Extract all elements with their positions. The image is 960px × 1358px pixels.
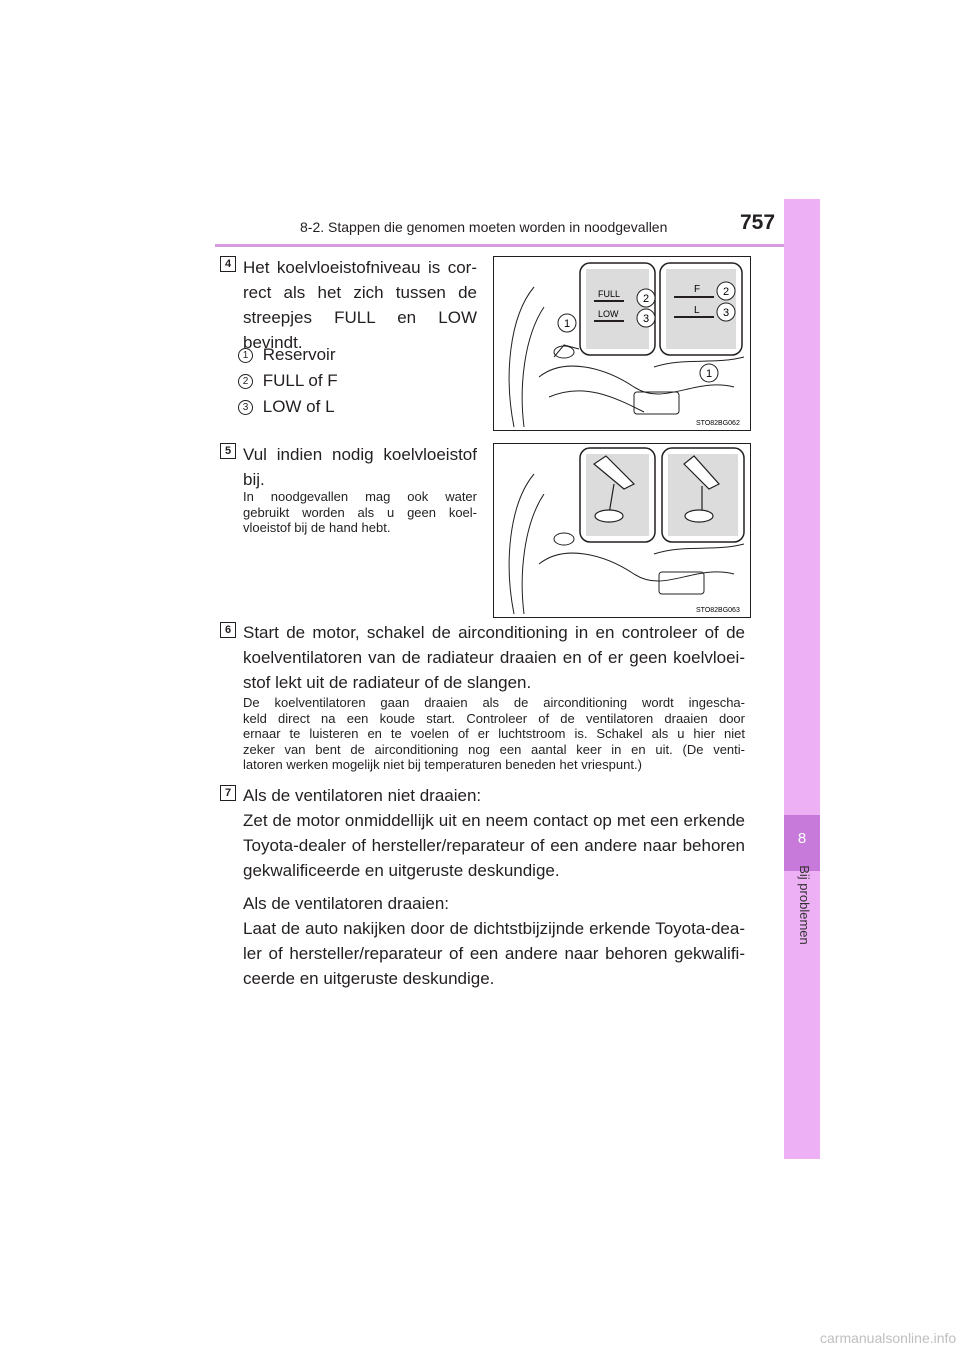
callout-2: 2 <box>722 286 730 298</box>
step-number-6: 6 <box>220 622 236 638</box>
callout-2: 2 <box>642 293 650 305</box>
text-line: koelventilatoren van de radiateur draaien en of er geen koelvloei- <box>243 648 745 667</box>
text-line: stof lekt uit de radiateur of de slangen. <box>243 673 532 692</box>
engine-bay-fill-illustration <box>494 444 750 617</box>
legend-item <box>238 345 468 365</box>
legend-number: 1 <box>238 348 253 363</box>
text-line: Toyota-dealer of hersteller/reparateur of een andere naar behoren <box>243 836 745 855</box>
text-line: ceerde en uitgeruste deskundige. <box>243 969 495 988</box>
text-line: gekwalificeerde en uitgeruste deskundige. <box>243 861 560 880</box>
chapter-side-tab <box>784 199 820 1159</box>
step-6-text <box>243 620 745 695</box>
step-6-note <box>243 695 745 773</box>
text-line: streepjes FULL en LOW <box>243 308 477 327</box>
text-line: bij. <box>243 470 265 489</box>
text-line: Als de ventilatoren niet draaien: <box>243 786 482 805</box>
callout-3: 3 <box>722 307 730 319</box>
text-line: Vul indien nodig koelvloeistof <box>243 445 477 464</box>
note-line: De koelventilatoren gaan draaien als de airconditioning wordt ingescha- <box>243 695 745 710</box>
legend-label: Reservoir <box>262 345 336 364</box>
l-mark-label: L <box>694 305 700 316</box>
low-mark-label: LOW <box>598 309 619 319</box>
callout-1: 1 <box>705 368 713 380</box>
legend-item <box>238 371 468 391</box>
callout-1: 1 <box>563 318 571 330</box>
text-line: Zet de motor onmiddellijk uit en neem contact op met een erkende <box>243 811 745 830</box>
figure-code: STO82BG063 <box>696 607 740 614</box>
note-line: In noodgevallen mag ook water <box>243 489 477 504</box>
text-line: Als de ventilatoren draaien: <box>243 894 450 913</box>
section-title: 8-2. Stappen die genomen moeten worden in noodgevallen <box>300 219 668 235</box>
text-line: Het koelvloeistofniveau is cor- <box>243 258 477 277</box>
chapter-label: Bij problemen <box>797 865 812 945</box>
text-line: ler of hersteller/reparateur of een andere naar behoren gekwalifi- <box>243 944 745 963</box>
legend-label: LOW of L <box>262 397 335 416</box>
note-line: gebruikt worden als u geen koel- <box>243 504 477 520</box>
text-line: Start de motor, schakel de airconditioning in en controleer of de <box>243 623 745 642</box>
callout-3: 3 <box>642 313 650 325</box>
text-line: bevindt. <box>243 333 303 352</box>
step-number-7: 7 <box>220 785 236 801</box>
figure-fill-coolant <box>493 443 751 618</box>
f-mark-label: F <box>694 284 701 295</box>
note-line: keld direct na een koude start. Controleer of de ventilatoren draaien door <box>243 710 745 726</box>
note-line: latoren werken mogelijk niet bij temperaturen beneden het vriespunt.) <box>243 757 642 772</box>
legend-number: 3 <box>238 400 253 415</box>
footer-watermark[interactable]: carmanualsonline.info <box>820 1330 957 1346</box>
step-5-text <box>243 442 477 492</box>
note-line: ernaar te luisteren en te voelen of er luchtstroom is. Schakel als u hier niet <box>243 726 745 741</box>
step-number-5: 5 <box>220 443 236 459</box>
step-7-text <box>243 783 745 991</box>
text-line: Laat de auto nakijken door de dichtstbijzijnde erkende Toyota-dea- <box>243 919 745 938</box>
step-number-4: 4 <box>220 256 236 272</box>
note-line: vloeistof bij de hand hebt. <box>243 520 391 535</box>
page-number: 757 <box>740 211 776 234</box>
legend-number: 2 <box>238 374 253 389</box>
step-4-text <box>243 255 477 355</box>
full-mark-label: FULL <box>598 289 621 299</box>
engine-bay-illustration <box>494 257 750 430</box>
legend-item <box>238 397 468 417</box>
note-line: zeker van bent de airconditioning nog een aantal keer in en uit. (De venti- <box>243 741 745 757</box>
header-divider <box>215 244 820 247</box>
chapter-number: 8 <box>797 830 807 847</box>
text-line: rect als het zich tussen de <box>243 283 477 302</box>
legend-label: FULL of F <box>262 371 338 390</box>
figure-code: STO82BG062 <box>696 420 740 427</box>
figure-coolant-level <box>493 256 751 431</box>
step-4-legend <box>238 345 468 417</box>
step-5-note <box>243 489 477 536</box>
